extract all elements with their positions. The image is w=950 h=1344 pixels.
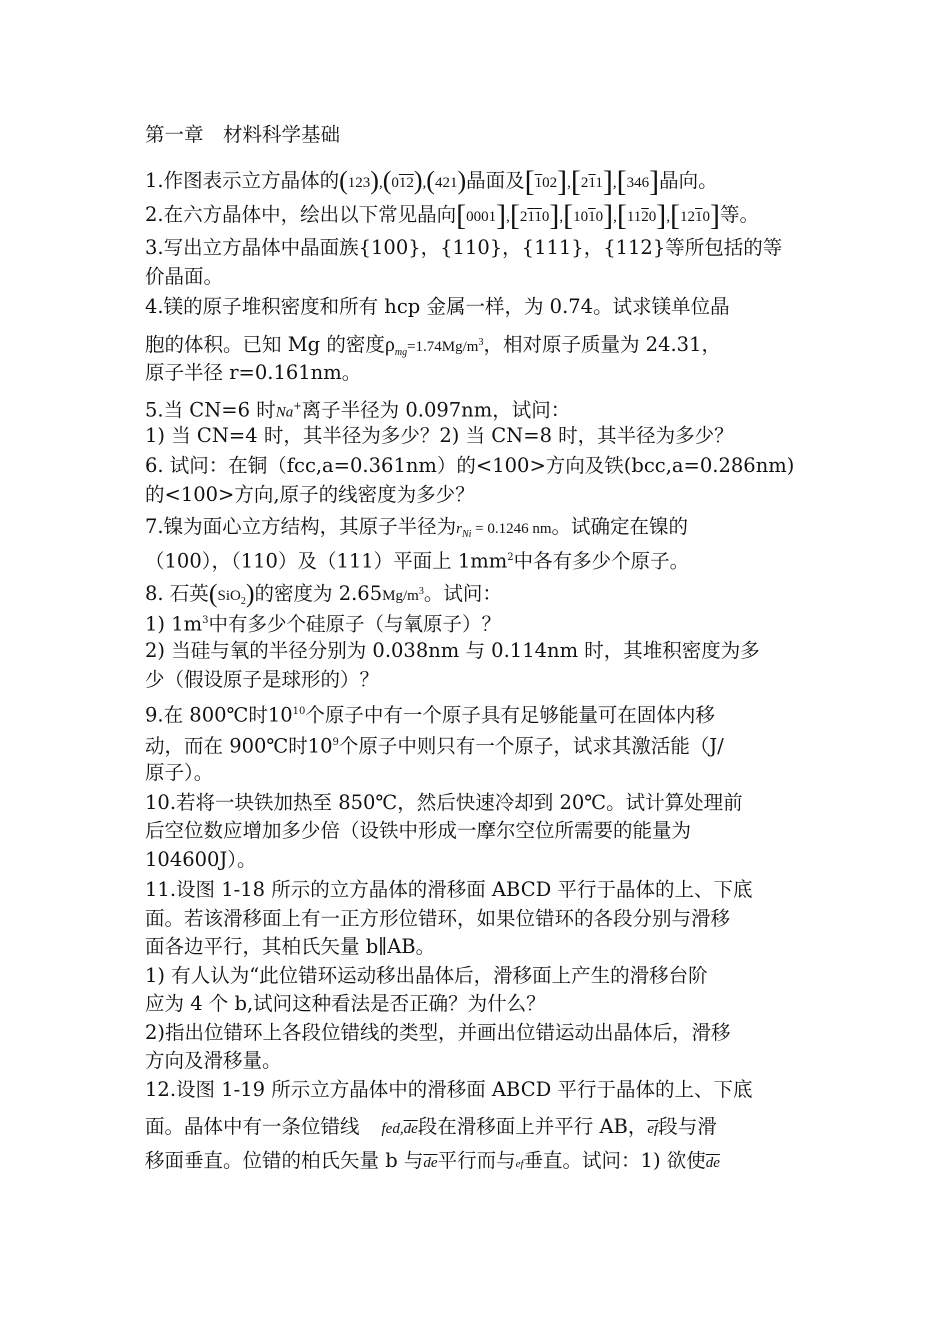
q12-de-3: $\overline{de}$ [705, 1155, 720, 1171]
question-3-line-1: 3.写出立方晶体中晶面族{100}，{110}，{111}，{112}等所包括的等 [145, 236, 783, 259]
q8-formula: (SiO$_2$) [208, 579, 255, 608]
question-11-line-2: 面。若该滑移面上有一正方形位错环，如果位错环的各段分别与滑移 [145, 907, 731, 930]
question-10-line-2: 后空位数应增加多少倍（设铁中形成一摩尔空位所需要的能量为 [145, 819, 692, 842]
q1-suffix: 晶向。 [659, 169, 718, 192]
q2-suffix: 等。 [720, 203, 760, 226]
question-9-line-1: 9.在 800℃时$10^{10}$个原子中有一个原子具有足够能量可在固体内移 [145, 703, 715, 727]
question-11-line-4: 1) 有人认为“此位错环运动移出晶体后，滑移面上产生的滑移台阶 [145, 964, 708, 987]
q8-unit: $Mg/m^3$ [382, 586, 424, 604]
question-4-line-2: 胞的体积。已知 Mg 的密度$\rho_{mg}=1.74Mg/m^3$，相对原子质量为 24.31， [145, 333, 721, 358]
q12-ef: $\overline{ef}$ [647, 1121, 659, 1137]
chapter-title: 第一章 材料科学基础 [145, 123, 341, 146]
q12-ef-2: ef [515, 1158, 524, 1170]
question-11-line-5: 应为 4 个 b,试问这种看法是否正确？为什么？ [145, 992, 546, 1015]
question-12-line-3: 移面垂直。位错的柏氏矢量 b 与$\overline{de}$平行而与ef垂直。试问：1) 欲使$\overline{de}$ [145, 1149, 720, 1172]
question-11-line-6: 2)指出位错环上各段位错线的类型，并画出位错运动出晶体后，滑移 [145, 1021, 731, 1044]
question-7-line-2: （100），（110）及（111）平面上 $1mm^2$中各有多少个原子。 [145, 549, 690, 573]
q5-ion: Na [275, 404, 294, 421]
q1-mid: 晶面及 [466, 169, 525, 192]
question-7-line-1: 7.镍为面心立方结构，其原子半径为$r_{Ni} = 0.1246$ nm。试确定在镍的 [145, 515, 689, 540]
question-10-line-3: 104600J）。 [145, 848, 257, 871]
question-11-line-7: 方向及滑移量。 [145, 1049, 282, 1072]
q2-prefix: 2.在六方晶体中，绘出以下常见晶向 [145, 203, 457, 226]
q2-directions: [0001],[2110],[1010],[1120],[1210] [456, 199, 721, 232]
q12-fed: $fed,\overline{de}$ [381, 1121, 418, 1137]
question-8-line-2: 1) $1m^3$中有多少个硅原子（与氧原子）？ [145, 612, 502, 636]
q7-radius-formula: $r_{Ni} = 0.1246$ nm [456, 521, 552, 540]
question-8-line-3: 2) 当硅与氧的半径分别为 0.038nm 与 0.114nm 时，其堆积密度为多 [145, 639, 760, 662]
q1-directions: [102],[211],[346] [524, 165, 660, 198]
question-12-line-2: 面。晶体中有一条位错线 $fed,\overline{de}$段在滑移面上并平行 AB，$\overline{ef}$段与滑 [145, 1115, 717, 1138]
question-5-line-2: 1) 当 CN=4 时，其半径为多少？2) 当 CN=8 时，其半径为多少？ [145, 424, 734, 447]
question-8-line-1: 8. 石英(SiO$_2$)的密度为 $2.65Mg/m^3$。试问： [145, 579, 502, 608]
question-9-line-3: 原子）。 [145, 761, 214, 784]
question-4-line-1: 4.镁的原子堆积密度和所有 hcp 金属一样，为 0.74。试求镁单位晶 [145, 295, 730, 318]
question-6-line-2: 的<100>方向,原子的线密度为多少？ [145, 483, 475, 506]
question-5-line-1: 5.当 CN=6 时Na+离子半径为 0.097nm，试问： [145, 398, 571, 422]
question-6-line-1: 6. 试问：在铜（fcc,a=0.361nm）的<100>方向及铁(bcc,a=0.286nm) [145, 454, 795, 477]
question-12-line-1: 12.设图 1-19 所示立方晶体中的滑移面 ABCD 平行于晶体的上、下底 [145, 1078, 753, 1101]
question-1 [145, 166, 718, 196]
question-3-line-2: 价晶面。 [145, 265, 224, 288]
question-2 [145, 200, 759, 230]
q1-planes: (123),(012),(421) [339, 166, 467, 195]
q4-density-formula: $\rho_{mg}=1.74Mg/m^3$ [384, 334, 484, 358]
question-11-line-1: 11.设图 1-18 所示的立方晶体的滑移面 ABCD 平行于晶体的上、下底 [145, 878, 753, 901]
question-10-line-1: 10.若将一块铁加热至 850℃，然后快速冷却到 20℃。试计算处理前 [145, 791, 743, 814]
question-4-line-3: 原子半径 r=0.161nm。 [145, 361, 362, 384]
question-8-line-4: 少（假设原子是球形的）？ [145, 668, 380, 691]
question-9-line-2: 动，而在 900℃时$10^9$个原子中则只有一个原子，试求其激活能（J/ [145, 734, 724, 758]
q1-prefix: 1.作图表示立方晶体的 [145, 169, 340, 192]
q12-de-2: $\overline{de}$ [423, 1155, 438, 1171]
question-11-line-3: 面各边平行，其柏氏矢量 b∥AB。 [145, 935, 436, 958]
